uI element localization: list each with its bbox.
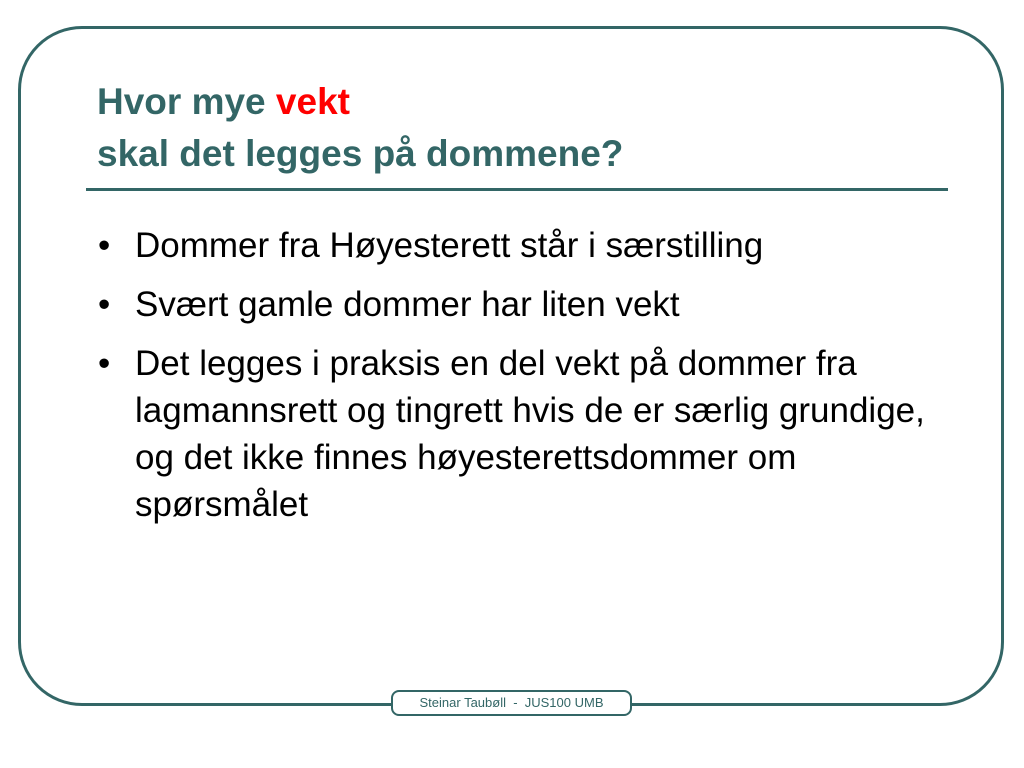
bullet-text: Svært gamle dommer har liten vekt: [135, 285, 680, 324]
bullet-item: [98, 281, 958, 328]
bullet-dot-icon: •: [98, 285, 111, 324]
slide-footer: Steinar Taubøll - JUS100 UMB: [391, 690, 632, 716]
bullet-text: Dommer fra Høyesterett står i særstilling: [135, 226, 764, 265]
bullet-item: [98, 340, 958, 528]
bullet-dot-icon: •: [98, 226, 111, 265]
title-accent-word: vekt: [275, 81, 350, 122]
title-divider: [86, 188, 948, 191]
title-text-part1: Hvor mye: [97, 81, 276, 122]
bullet-dot-icon: •: [98, 344, 111, 383]
bullet-list: [98, 222, 958, 540]
title-text-line2: skal det legges på dommene?: [97, 133, 624, 174]
slide-title: [97, 76, 623, 180]
bullet-item: [98, 222, 958, 269]
bullet-text: Det legges i praksis en del vekt på dommer fra lagmannsrett og tingrett hvis de er særlig grundige, og det ikke finnes høyesterettsdommer om spørsmålet: [135, 344, 925, 524]
